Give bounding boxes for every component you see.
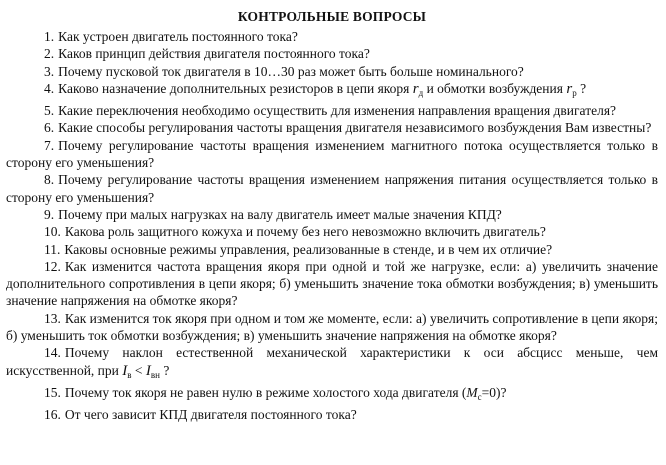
question-13: 13. Как изменится ток якоря при одном и том же моменте, если: а) увеличить сопротивление в цепи якоря; б) уменьшить ток обмотки возбуждения; в) уменьшить значение напряжения на обмотке якоря? — [6, 310, 658, 344]
question-2: 2. Каков принцип действия двигателя постоянного тока? — [44, 46, 370, 62]
symbol-m-c: $M_c$ — [466, 384, 482, 402]
question-11: 11. Каковы основные режимы управления, реализованные в стенде, и в чем их отличие? — [44, 241, 553, 257]
question-7: 7. Почему регулирование частоты вращения изменением магнитного потока осуществляется только в сторону его уменьшения? — [6, 137, 658, 171]
question-5: 5. Какие переключения необходимо осуществить для изменения направления вращения двигателя? — [44, 103, 617, 119]
question-6: 6. Какие способы регулирования частоты вращения двигателя независимого возбуждения Вам известны? — [44, 120, 652, 136]
question-14: 14. Почему наклон естественной механической характеристики к оси абсцисс меньше, чем искусственной, при $I_в < I_{вн}$ ? — [6, 345, 658, 380]
question-10: 10. Какова роль защитного кожуха и почему без него невозможно включить двигатель? — [44, 224, 546, 240]
question-8: 8. Почему регулирование частоты вращения изменением напряжения питания осуществляется только в сторону его уменьшения? — [6, 172, 658, 205]
question-16: 16. От чего зависит КПД двигателя постоянного тока? — [44, 407, 357, 423]
question-1: 1. Как устроен двигатель постоянного тока? — [44, 29, 298, 44]
symbol-r-p: $r_р$ — [566, 80, 577, 98]
question-4: 4. Каково назначение дополнительных резисторов в цепи якоря $r_д$ и обмотки возбуждения $r_р$ ? — [44, 80, 587, 98]
question-15: 15. Почему ток якоря не равен нулю в режиме холостого хода двигателя $(M_c=0)$? — [44, 384, 507, 402]
question-9: 9. Почему при малых нагрузках на валу двигатель имеет малые значения КПД? — [44, 206, 502, 222]
question-3: 3. Почему пусковой ток двигателя в 10…30 раз может быть больше номинального? — [44, 63, 524, 79]
symbol-i-vn: $I_{вн}$ — [145, 362, 160, 380]
document-title: КОНТРОЛЬНЫЕ ВОПРОСЫ — [237, 9, 427, 24]
question-12: 12. Как изменится частота вращения якоря при одной и той же нагрузке, если: а) увеличить значение дополнительного сопротивления в цепи якоря; б) уменьшить значение тока обмотки возбуждения; в) уменьшить значение напряжения на обмотке якоря? — [6, 258, 658, 309]
symbol-r-d: $r_д$ — [412, 80, 424, 98]
symbol-i-v: $I_в$ — [122, 362, 132, 380]
